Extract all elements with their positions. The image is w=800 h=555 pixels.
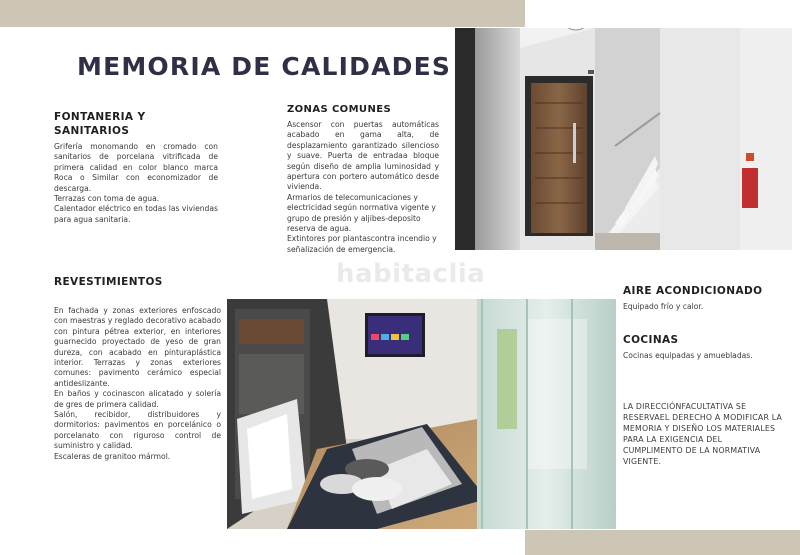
- disclaimer-line: LA DIRECCIÓNFACULTATIVA SE: [623, 402, 747, 411]
- aire-heading: AIRE ACONDICIONADO: [623, 285, 763, 297]
- bottom-decorative-band: [525, 530, 800, 555]
- fontaneria-paragraph: Calentador eléctrico en todas las viviendas para agua sanitaria.: [54, 204, 218, 224]
- revestimientos-paragraph: En fachada y zonas exteriores enfoscado con maestras y reglado decorativo acabado con pintura pétrea exterior, en interiores guarnecido proyectado de yeso de gran dureza, con acabado en pinturaplástica interior. Terrazas y zonas exteriores comunes: pavimento cerámico especial antideslizante.: [54, 306, 221, 388]
- revestimientos-paragraph: Salón, recibidor, distribuidores y dormitorios: pavimentos en porcelánico o porcelanato con riguroso control de suministro y calidad.: [54, 410, 221, 451]
- zonas-comunes-paragraph: Extintores por plantascontra incendio y señalización de emergencia.: [287, 234, 437, 254]
- disclaimer-line: RESERVAEL DERECHO A MODIFICAR LA: [623, 413, 783, 422]
- zonas-comunes-paragraph: Ascensor con puertas automáticas acabado en gama alta, de desplazamiento garantizado silencioso y suave. Puerta de entradaa bloque según diseño de amplia luminosidad y apertura con portero automático desde vivienda.: [287, 120, 439, 192]
- revestimientos-heading: REVESTIMIENTOS: [54, 276, 163, 288]
- fontaneria-heading-line1: FONTANERIA Y: [54, 111, 146, 123]
- staircase-photo: [455, 28, 792, 250]
- disclaimer-text: [623, 401, 798, 467]
- fontaneria-heading: [54, 110, 224, 138]
- fontaneria-paragraph: Terrazas con toma de agua.: [54, 194, 160, 204]
- zonas-comunes-paragraph: Armarios de telecomunicaciones y electricidad según normativa vigente y grupo de presión y aljibes-deposito reserva de agua.: [287, 192, 436, 234]
- fontaneria-paragraph: Grifería monomando en cromado con sanitarios de porcelana vitrificada de primera calidad en color blanco marca Roca o Similar con economizador de descarga.: [54, 142, 218, 193]
- top-decorative-band: [0, 0, 525, 27]
- fontaneria-heading-line2: SANITARIOS: [54, 125, 130, 137]
- zonas-comunes-text: [287, 120, 439, 255]
- disclaimer-line: VIGENTE.: [623, 457, 662, 466]
- bedroom-photo: [227, 299, 616, 529]
- zonas-comunes-heading: ZONAS COMUNES: [287, 104, 392, 115]
- revestimientos-paragraph: En baños y cocinascon alicatado y solería de gres de primera calidad.: [54, 389, 221, 409]
- disclaimer-line: CUMPLIMENTO DE LA NORMATIVA: [623, 446, 761, 455]
- fontaneria-text: [54, 142, 218, 225]
- revestimientos-paragraph: Escaleras de granitoo mármol.: [54, 451, 171, 461]
- cocinas-heading: COCINAS: [623, 334, 679, 346]
- disclaimer-line: MEMORIA Y DISEÑO LOS MATERIALES: [623, 424, 776, 433]
- revestimientos-text: [54, 306, 221, 462]
- aire-text: Equipado frío y calor.: [623, 302, 704, 311]
- disclaimer-line: PARA LA EXIGENCIA DEL: [623, 435, 723, 444]
- watermark-logo: habitaclia: [336, 259, 486, 289]
- cocinas-text: Cocinas equipadas y amuebladas.: [623, 351, 753, 360]
- page-title: MEMORIA DE CALIDADES: [77, 52, 452, 81]
